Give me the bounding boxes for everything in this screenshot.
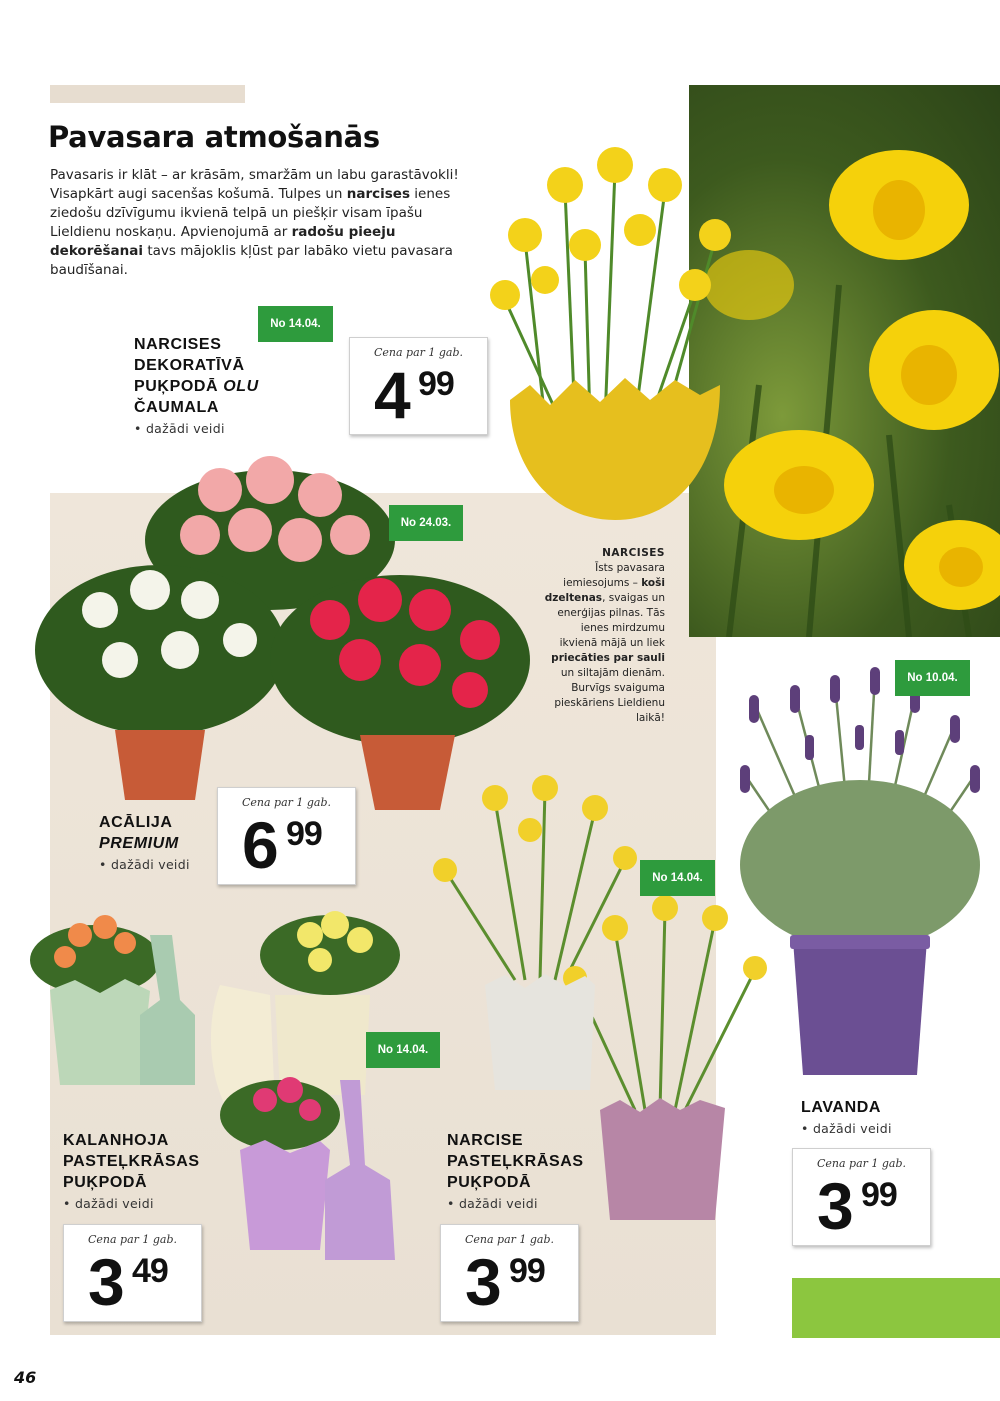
narcises-ola-price-main: 4	[374, 358, 409, 432]
acalija-price-main: 6	[242, 808, 277, 882]
azalea-plants-image	[30, 450, 540, 810]
narcises-ola-name: NARCISES DEKORATĪVĀ PUĶPODĀ OLU ČAUMALA	[134, 336, 259, 416]
narcises-ola-price-cents: 99	[418, 365, 454, 403]
narcises-description-heading: NARCISES	[602, 547, 665, 559]
intro-paragraph-1: Pavasaris ir klāt – ar krāsām, smaržām un labu garastāvokli!	[50, 167, 459, 183]
price-per-unit-label: Cena par 1 gab.	[241, 796, 332, 809]
lavanda-price-main: 3	[817, 1169, 852, 1243]
narcise-pastel-info	[447, 1130, 584, 1211]
narcise-pastel-price-box	[440, 1224, 579, 1322]
lavender-plant-image	[735, 665, 985, 1085]
page-title: Pavasara atmošanās	[48, 120, 380, 154]
kalanhoja-variety: • dažādi veidi	[63, 1196, 154, 1211]
intro-text	[50, 166, 462, 280]
kalanhoja-info	[63, 1130, 200, 1211]
price-per-unit-label: Cena par 1 gab.	[464, 1233, 555, 1246]
header-accent-bar	[50, 85, 245, 103]
narcises-description-text: Īsts pavasara iemiesojums – koši dzeltenas, svaigas un enerģijas pilnas. Tās ienes mirdzumu ikvienā mājā un liek priecāties par sauli un siltajām dienām. Burvīgs svaiguma pieskāriens Lieldienu laikā!	[544, 562, 665, 724]
lavanda-variety: • dažādi veidi	[801, 1121, 892, 1136]
narcise-pastel-name: NARCISE PASTEĻKRĀSAS PUĶPODĀ	[447, 1132, 584, 1191]
price-per-unit-label: Cena par 1 gab.	[373, 346, 464, 359]
acalija-date-badge: No 24.03.	[389, 505, 463, 541]
narcises-ola-price-box	[349, 337, 488, 435]
narcise-pastel-price-main: 3	[465, 1245, 500, 1319]
lavanda-date-badge: No 10.04.	[895, 660, 970, 696]
acalija-info	[99, 812, 190, 872]
acalija-variety: • dažādi veidi	[99, 857, 190, 872]
acalija-price-cents: 99	[286, 815, 322, 853]
narcise-pastel-date-badge: No 14.04.	[640, 860, 715, 896]
acalija-name: ACĀLIJA PREMIUM	[99, 814, 179, 852]
kalanhoja-price-box	[63, 1224, 202, 1322]
price-per-unit-label: Cena par 1 gab.	[816, 1157, 907, 1170]
lavanda-name: LAVANDA	[801, 1099, 882, 1116]
lavanda-price-box	[792, 1148, 931, 1246]
narcise-pastel-price-cents: 99	[509, 1252, 545, 1290]
page-number: 46	[14, 1368, 37, 1387]
intro-paragraph-2: Visapkārt augi sacenšas košumā. Tulpes un narcises ienes ziedošu dzīvīgumu ikvienā telpā un piešķir visam īpašu Lieldienu noskaņu. Apvienojumā ar radošu pieeju dekorēšanai tavs mājoklis kļūst par labāko vietu pavasara baudīšanai.	[50, 186, 453, 278]
kalanhoja-date-badge: No 14.04.	[366, 1032, 440, 1068]
narcises-description	[542, 546, 665, 726]
kalanhoja-price-main: 3	[88, 1245, 123, 1319]
narcises-ola-date-badge: No 14.04.	[258, 306, 333, 342]
narcise-pastel-variety: • dažādi veidi	[447, 1196, 538, 1211]
kalanhoja-bunny-pots-image	[20, 905, 420, 1270]
kalanhoja-price-cents: 49	[132, 1252, 168, 1290]
price-per-unit-label: Cena par 1 gab.	[87, 1233, 178, 1246]
acalija-price-box	[217, 787, 356, 885]
lavanda-price-cents: 99	[861, 1176, 897, 1214]
narcises-ola-info	[134, 334, 259, 436]
narcises-ola-variety: • dažādi veidi	[134, 421, 225, 436]
accent-green-block	[792, 1278, 1000, 1338]
kalanhoja-name: KALANHOJA PASTEĻKRĀSAS PUĶPODĀ	[63, 1132, 200, 1191]
lavanda-info	[801, 1097, 892, 1136]
